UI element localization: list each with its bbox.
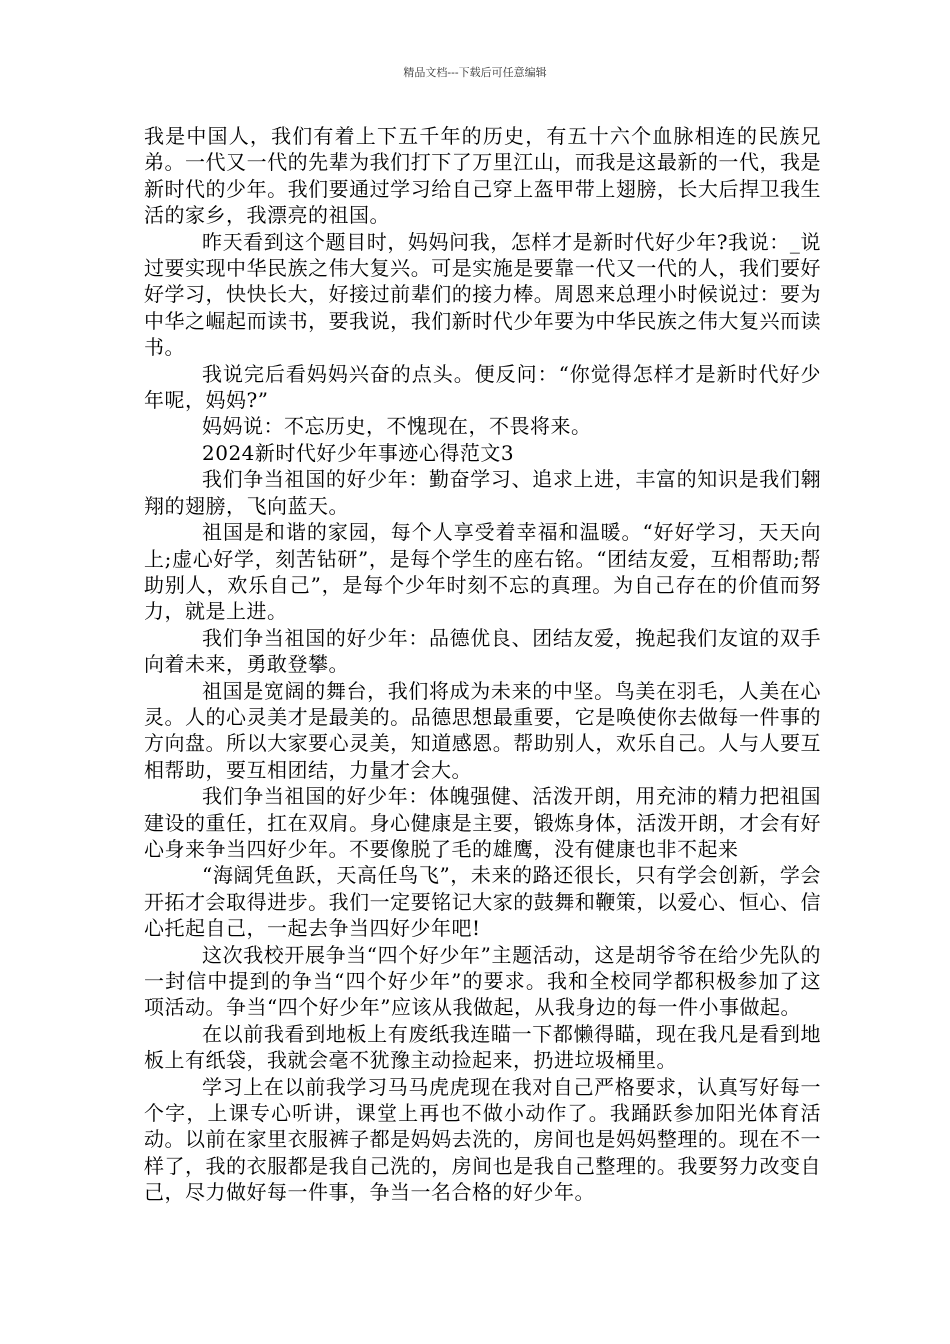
paragraph: 昨天看到这个题目时，妈妈问我，怎样才是新时代好少年?我说：_说过要实现中华民族之伟大复兴。可是实施是要靠一代又一代的人，我们要好好学习，快快长大，好接过前辈们的接力棒。周恩来总理小时候说过：要为中华之崛起而读书，要我说，我们新时代少年要为中华民族之伟大复兴而读书。 [144,229,821,360]
paragraph: 在以前我看到地板上有废纸我连瞄一下都懒得瞄，现在我凡是看到地板上有纸袋，我就会毫不犹豫主动捡起来，扔进垃圾桶里。 [144,1021,821,1073]
paragraph: 我说完后看妈妈兴奋的点头。便反问：“你觉得怎样才是新时代好少年呢，妈妈?” [144,361,821,413]
paragraph: 祖国是宽阔的舞台，我们将成为未来的中坚。鸟美在羽毛，人美在心灵。人的心灵美才是最美的。品德思想最重要，它是唤使你去做每一件事的方向盘。所以大家要心灵美，知道感恩。帮助别人，欢乐自己。人与人要互相帮助，要互相团结，力量才会大。 [144,678,821,782]
paragraph: 这次我校开展争当“四个好少年”主题活动，这是胡爷爷在给少先队的一封信中提到的争当“四个好少年”的要求。我和全校同学都积极参加了这项活动。争当“四个好少年”应该从我做起，从我身边的每一件小事做起。 [144,942,821,1020]
section-heading: 2024新时代好少年事迹心得范文3 [202,440,515,465]
document-body [144,123,821,1206]
paragraph: 祖国是和谐的家园，每个人享受着幸福和温暖。“好好学习，天天向上;虚心好学，刻苦钻研”，是每个学生的座右铭。“团结友爱，互相帮助;帮助别人，欢乐自己”，是每个少年时刻不忘的真理。为自己存在的价值而努力，就是上进。 [144,520,821,624]
paragraph: 我是中国人，我们有着上下五千年的历史，有五十六个血脉相连的民族兄弟。一代又一代的先辈为我们打下了万里江山，而我是这最新的一代，我是新时代的少年。我们要通过学习给自己穿上盔甲带上翅膀，长大后捍卫我生活的家乡，我漂亮的祖国。 [144,124,821,228]
paragraph: 我们争当祖国的好少年：勤奋学习、追求上进，丰富的知识是我们翱翔的翅膀，飞向蓝天。 [144,467,821,518]
paragraph: 学习上在以前我学习马马虎虎现在我对自己严格要求，认真写好每一个字，上课专心听讲，课堂上再也不做小动作了。我踊跃参加阳光体育活动。以前在家里衣服裤子都是妈妈去洗的，房间也是妈妈整理的。现在不一样了，我的衣服都是我自己洗的，房间也是我自己整理的。我要努力改变自己，尽力做好每一件事，争当一名合格的好少年。 [144,1074,821,1205]
paragraph: 我们争当祖国的好少年：品德优良、团结友爱，挽起我们友谊的双手向着未来，勇敢登攀。 [144,625,821,677]
page-header: 精品文档---下载后可任意编辑 [403,66,547,79]
paragraph: “海阔凭鱼跃，天高任鸟飞”，未来的路还很长，只有学会创新，学会开拓才会取得进步。我们一定要铭记大家的鼓舞和鞭策，以爱心、恒心、信心托起自己，一起去争当四好少年吧! [144,863,821,941]
paragraph: 我们争当祖国的好少年：体魄强健、活泼开朗，用充沛的精力把祖国建设的重任，扛在双肩。身心健康是主要，锻炼身体，活泼开朗，才会有好心身来争当四好少年。不要像脱了毛的雄鹰，没有健康也非不起来 [144,784,821,861]
paragraph: 妈妈说：不忘历史，不愧现在，不畏将来。 [202,414,592,439]
